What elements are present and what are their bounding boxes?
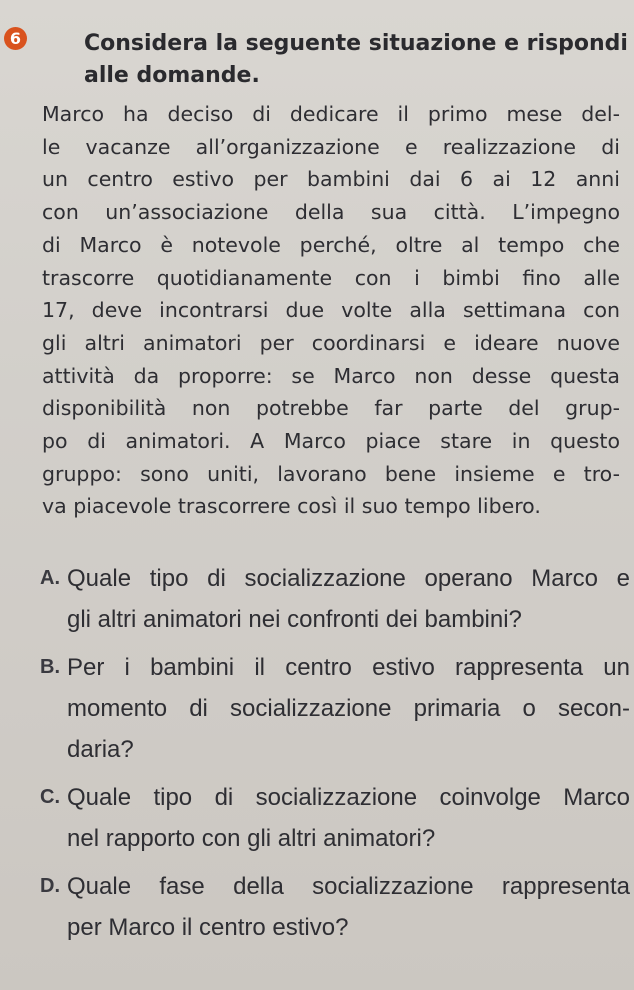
passage-line: di Marco è notevole perché, oltre al tempo che: [42, 232, 620, 257]
question-line: daria?: [67, 736, 134, 763]
question-line: Quale tipo di socializzazione operano Marco e: [67, 565, 630, 592]
question-letter: C.: [40, 786, 60, 808]
exercise-title-line: Considera la seguente situazione e rispondi: [84, 31, 628, 56]
situation-passage: [42, 98, 620, 523]
passage-line: con un’associazione della sua città. L’impegno: [42, 200, 620, 225]
question-line: per Marco il centro estivo?: [67, 914, 349, 941]
question-line: momento di socializzazione primaria o secon-: [67, 695, 630, 722]
exercise-number-badge: 6: [4, 27, 27, 50]
question-line: Quale fase della socializzazione rappresenta: [67, 873, 630, 900]
question-a: [40, 558, 630, 640]
question-b: [40, 647, 630, 770]
passage-line: gli altri animatori per coordinarsi e ideare nuove: [42, 330, 620, 355]
exercise-title: [84, 28, 628, 92]
question-letter: B.: [40, 656, 60, 678]
passage-line: va piacevole trascorrere così il suo tempo libero.: [42, 494, 541, 519]
question-list: [40, 558, 630, 955]
question-letter: A.: [40, 567, 60, 589]
exercise-title-line: alle domande.: [84, 63, 260, 88]
question-line: gli altri animatori nei confronti dei bambini?: [67, 606, 522, 633]
question-d: [40, 866, 630, 948]
passage-line: un centro estivo per bambini dai 6 ai 12 anni: [42, 167, 620, 192]
question-line: nel rapporto con gli altri animatori?: [67, 825, 436, 852]
passage-line: po di animatori. A Marco piace stare in questo: [42, 429, 620, 454]
passage-line: gruppo: sono uniti, lavorano bene insieme e tro-: [42, 461, 620, 486]
question-line: Per i bambini il centro estivo rappresenta un: [67, 654, 630, 681]
passage-line: Marco ha deciso di dedicare il primo mese del-: [42, 102, 620, 126]
question-letter: D.: [40, 875, 60, 897]
question-line: Quale tipo di socializzazione coinvolge Marco: [67, 784, 630, 811]
question-c: [40, 777, 630, 859]
passage-line: 17, deve incontrarsi due volte alla settimana con: [42, 298, 620, 323]
passage-line: disponibilità non potrebbe far parte del grup-: [42, 396, 620, 421]
passage-line: attività da proporre: se Marco non desse questa: [42, 363, 620, 388]
passage-line: le vacanze all’organizzazione e realizzazione di: [42, 134, 620, 159]
passage-line: trascorre quotidianamente con i bimbi fino alle: [42, 265, 620, 290]
